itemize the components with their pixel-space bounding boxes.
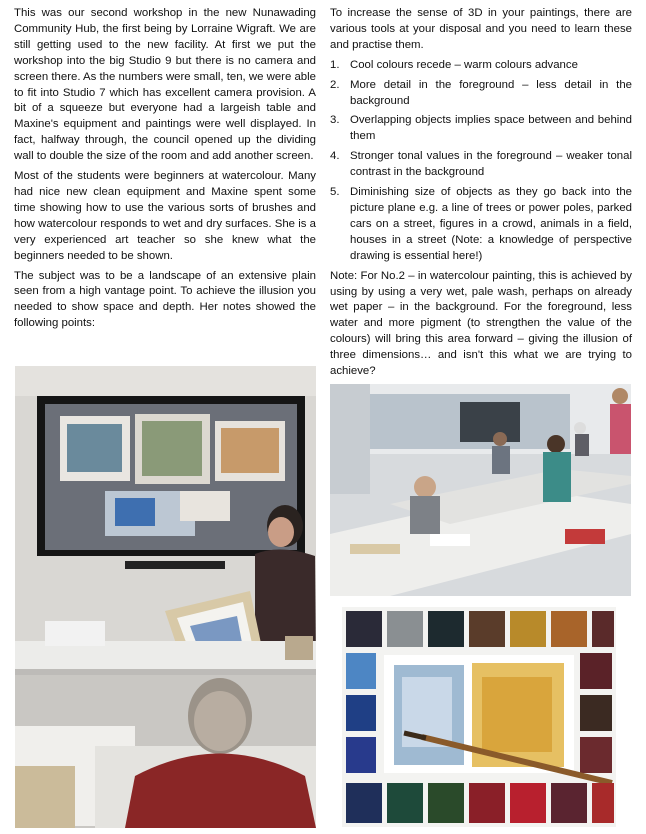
photo-teacher-demonstration bbox=[15, 366, 316, 828]
point-number: 4. bbox=[330, 150, 340, 163]
list-item bbox=[330, 149, 632, 181]
paragraph-note: Note: For No.2 – in watercolour painting, this is achieved by using by using a very wet, pale wash, perhaps on already wet paper – in the background. For the foreground, less water and more pigment (to strengthen the value of the colours) will bring this area forward – giving the illusion of three dimensions… and isn't this what we are trying to achieve? bbox=[330, 269, 632, 378]
list-item bbox=[330, 78, 632, 110]
point-text: Overlapping objects implies space between and behind them bbox=[350, 114, 632, 143]
paragraph-intro: This was our second workshop in the new Nunawading Community Hub, the first being by Lorraine Wigraft. We are still getting used to the new facility. At first we put the workshop into the big Studio 9 but there is no camera and screen there. As the numbers were small, ten, we were able to fit into Studio 7 which has excellent camera provision. A bit of a squeeze but everyone had a largeish table and Maxine's equipment and paintings were well displayed. In fact, halfway through, the council opened up the dividing wall to double the size of the room and add another screen. bbox=[14, 7, 316, 163]
list-item bbox=[330, 113, 632, 145]
point-text: More detail in the foreground – less detail in the background bbox=[350, 78, 632, 107]
class-photo-illustration bbox=[330, 384, 631, 596]
point-number: 3. bbox=[330, 114, 340, 127]
point-text: Cool colours recede – warm colours advance bbox=[350, 58, 578, 71]
points-list bbox=[330, 58, 632, 265]
left-column bbox=[14, 6, 316, 336]
point-number: 1. bbox=[330, 58, 340, 71]
list-item bbox=[330, 58, 632, 74]
point-number: 5. bbox=[330, 186, 340, 199]
palette-photo-illustration bbox=[342, 607, 616, 827]
photo-students-painting bbox=[330, 384, 631, 596]
paragraph-3d-intro: To increase the sense of 3D in your paintings, there are various tools at your disposal and you need to learn these and practise them. bbox=[330, 7, 632, 51]
point-number: 2. bbox=[330, 78, 340, 91]
point-text: Diminishing size of objects as they go back into the picture plane e.g. a line of trees or power poles, parked cars on a street, figures in a crowd, animals in a field, houses in a street (Note: a knowledge of perspective drawing is essential here!) bbox=[350, 186, 632, 262]
demo-photo-illustration bbox=[15, 366, 316, 828]
paragraph-students: Most of the students were beginners at watercolour. Many had nice new clean equipment and Maxine spent some time showing how to use the various sorts of brushes and how watercolour responds to wet and dry surfaces. She is a very experienced art teacher so she knew what the beginners needed to be shown. bbox=[14, 170, 316, 262]
right-column bbox=[330, 6, 632, 384]
point-text: Stronger tonal values in the foreground – weaker tonal contrast in the background bbox=[350, 150, 632, 179]
list-item bbox=[330, 185, 632, 265]
paragraph-subject: The subject was to be a landscape of an extensive plain seen from a high vantage point. To achieve the illusion you needed to show space and depth. Her notes showed the following points: bbox=[14, 269, 316, 330]
photo-watercolour-palette bbox=[342, 607, 616, 827]
